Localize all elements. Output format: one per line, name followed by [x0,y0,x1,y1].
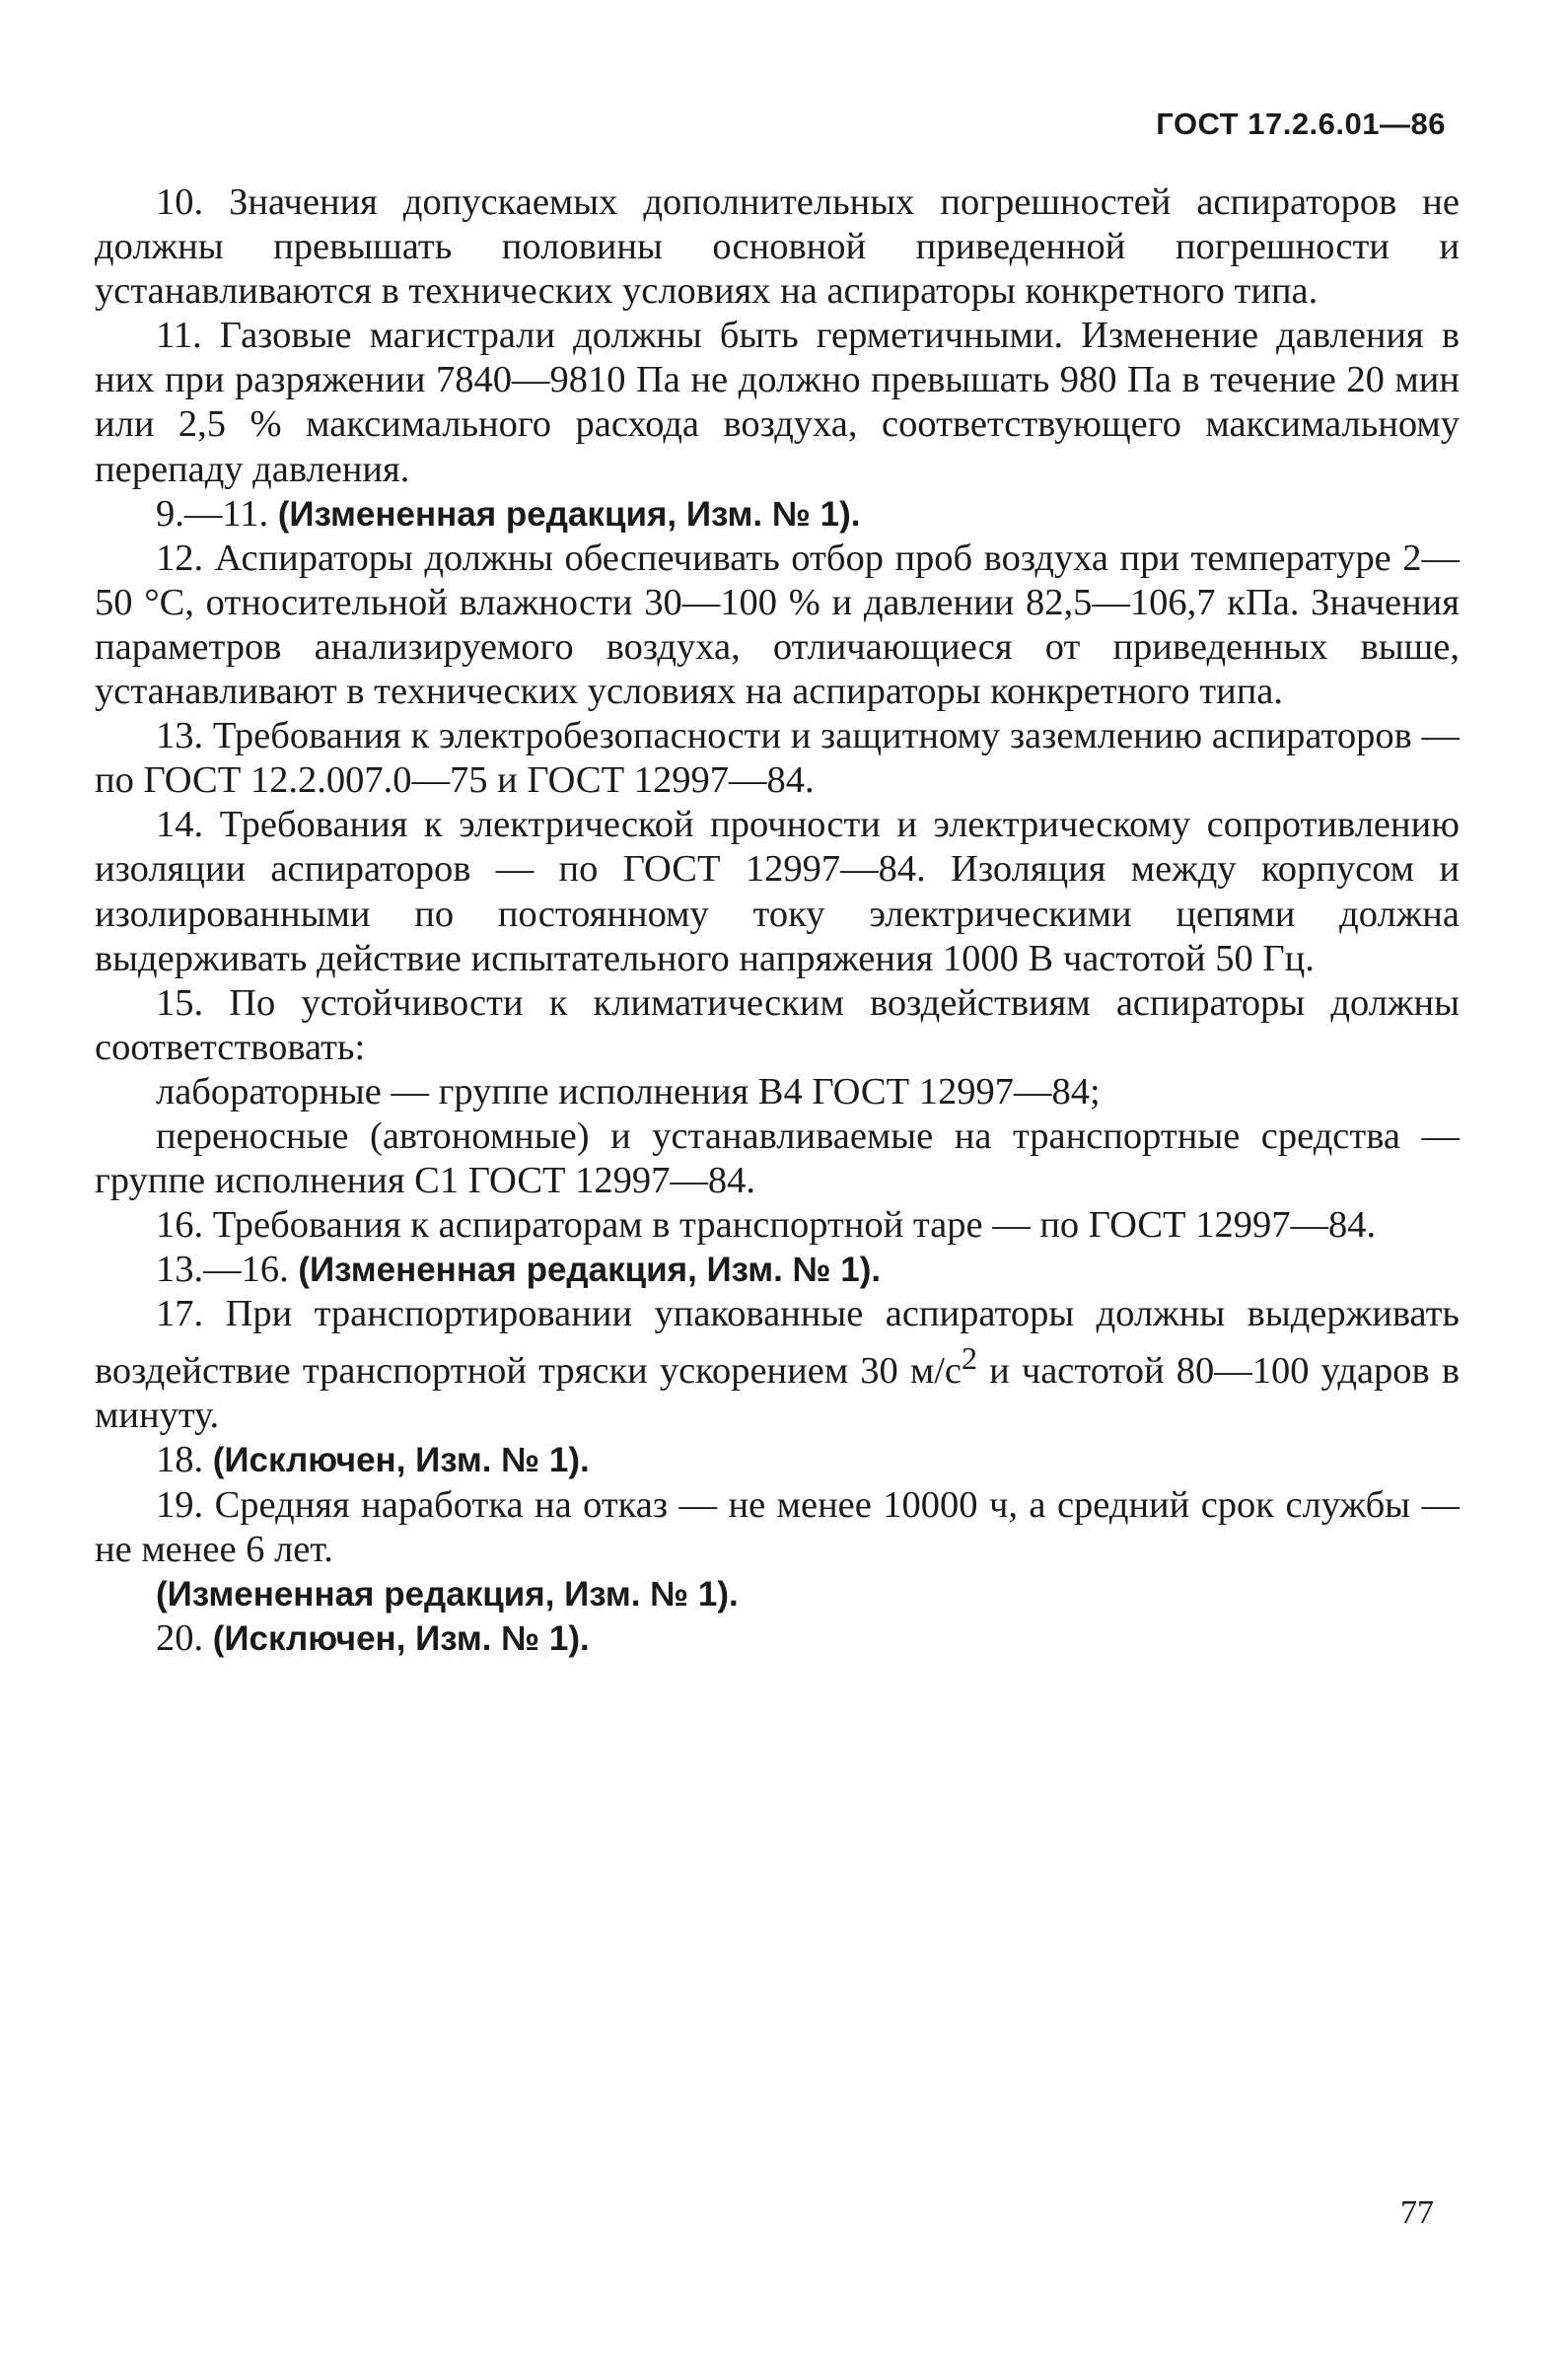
paragraph-17-text: 17. При транспортировании упакованные аспираторы должны выдерживать воздействие транспортной тряски ускорением 30 м/с [95,1293,1460,1393]
paragraph-11: 11. Газовые магистрали должны быть герметичными. Изменение давления в них при разряжении 7840—9810 Па не должно превышать 980 Па в течение 20 мин или 2,5 % максимального расхода воздуха, соответствующего максимальному перепаду давления. [95,315,1460,490]
amendment-note-9-11 [95,492,1460,537]
paragraph-20 [95,1616,1460,1661]
paragraph-13: 13. Требования к электробезопасности и защитному заземлению аспираторов — по ГОСТ 12.2.007.0—75 и ГОСТ 12997—84. [95,715,1460,802]
amendment-range: 9.—11. [156,492,269,535]
paragraph-12: 12. Аспираторы должны обеспечивать отбор проб воздуха при температуре 2—50 °С, относительной влажности 30—100 % и давлении 82,5—106,7 кПа. Значения параметров анализируемого воздуха, отличающиеся от приведенных выше, устанавливают в технических условиях на аспираторы конкретного типа. [95,537,1460,713]
amendment-text: (Измененная редакция, Изм. № 1). [277,494,861,534]
paragraph-15: 15. По устойчивости к климатическим воздействиям аспираторы должны соответствовать: [95,981,1460,1068]
paragraph-20-text: (Исключен, Изм. № 1). [212,1618,590,1658]
paragraph-10: 10. Значения допускаемых дополнительных погрешностей аспираторов не должны превышать половины основной приведенной погрешности и устанавливаются в технических условиях на аспираторы конкретного типа. [95,181,1460,313]
amendment-text: (Измененная редакция, Изм. № 1). [156,1574,739,1613]
paragraph-15-laboratory: лабораторные — группе исполнения В4 ГОСТ 12997—84; [156,1070,1101,1112]
document-body [95,180,1460,1661]
paragraph-18 [95,1438,1460,1482]
amendment-text: (Измененная редакция, Изм. № 1). [298,1251,882,1290]
paragraph-14: 14. Требования к электрической прочности и электрическому сопротивлению изоляции аспираторов — по ГОСТ 12997—84. Изоляция между корпусом и изолированными по постоянному току электрическими цепями должна выдерживать действие испытательного напряжения 1000 В частотой 50 Гц. [95,804,1460,979]
page-number: 77 [1400,2194,1434,2231]
amendment-range: 13.—16. [156,1249,289,1291]
amendment-note-19 [95,1572,1460,1616]
paragraph-17-superscript: 2 [962,1340,978,1377]
paragraph-17 [95,1292,1460,1438]
paragraph-18-number: 18. [156,1439,204,1481]
paragraph-19: 19. Средняя наработка на отказ — не менее 10000 ч, а средний срок службы — не менее 6 лет. [95,1483,1460,1570]
paragraph-18-text: (Исключен, Изм. № 1). [212,1441,590,1480]
paragraph-17-text-end: и частотой 80—100 ударов в минуту. [95,1350,1461,1437]
paragraph-15-portable: переносные (автономные) и устанавливаемые на транспортные средства — группе исполнения С1 ГОСТ 12997—84. [95,1114,1460,1202]
paragraph-20-number: 20. [156,1616,204,1659]
amendment-note-13-16 [95,1248,1460,1292]
paragraph-16: 16. Требования к аспираторам в транспортной таре — по ГОСТ 12997—84. [156,1204,1377,1247]
document-code-header: ГОСТ 17.2.6.01—86 [1156,107,1446,141]
